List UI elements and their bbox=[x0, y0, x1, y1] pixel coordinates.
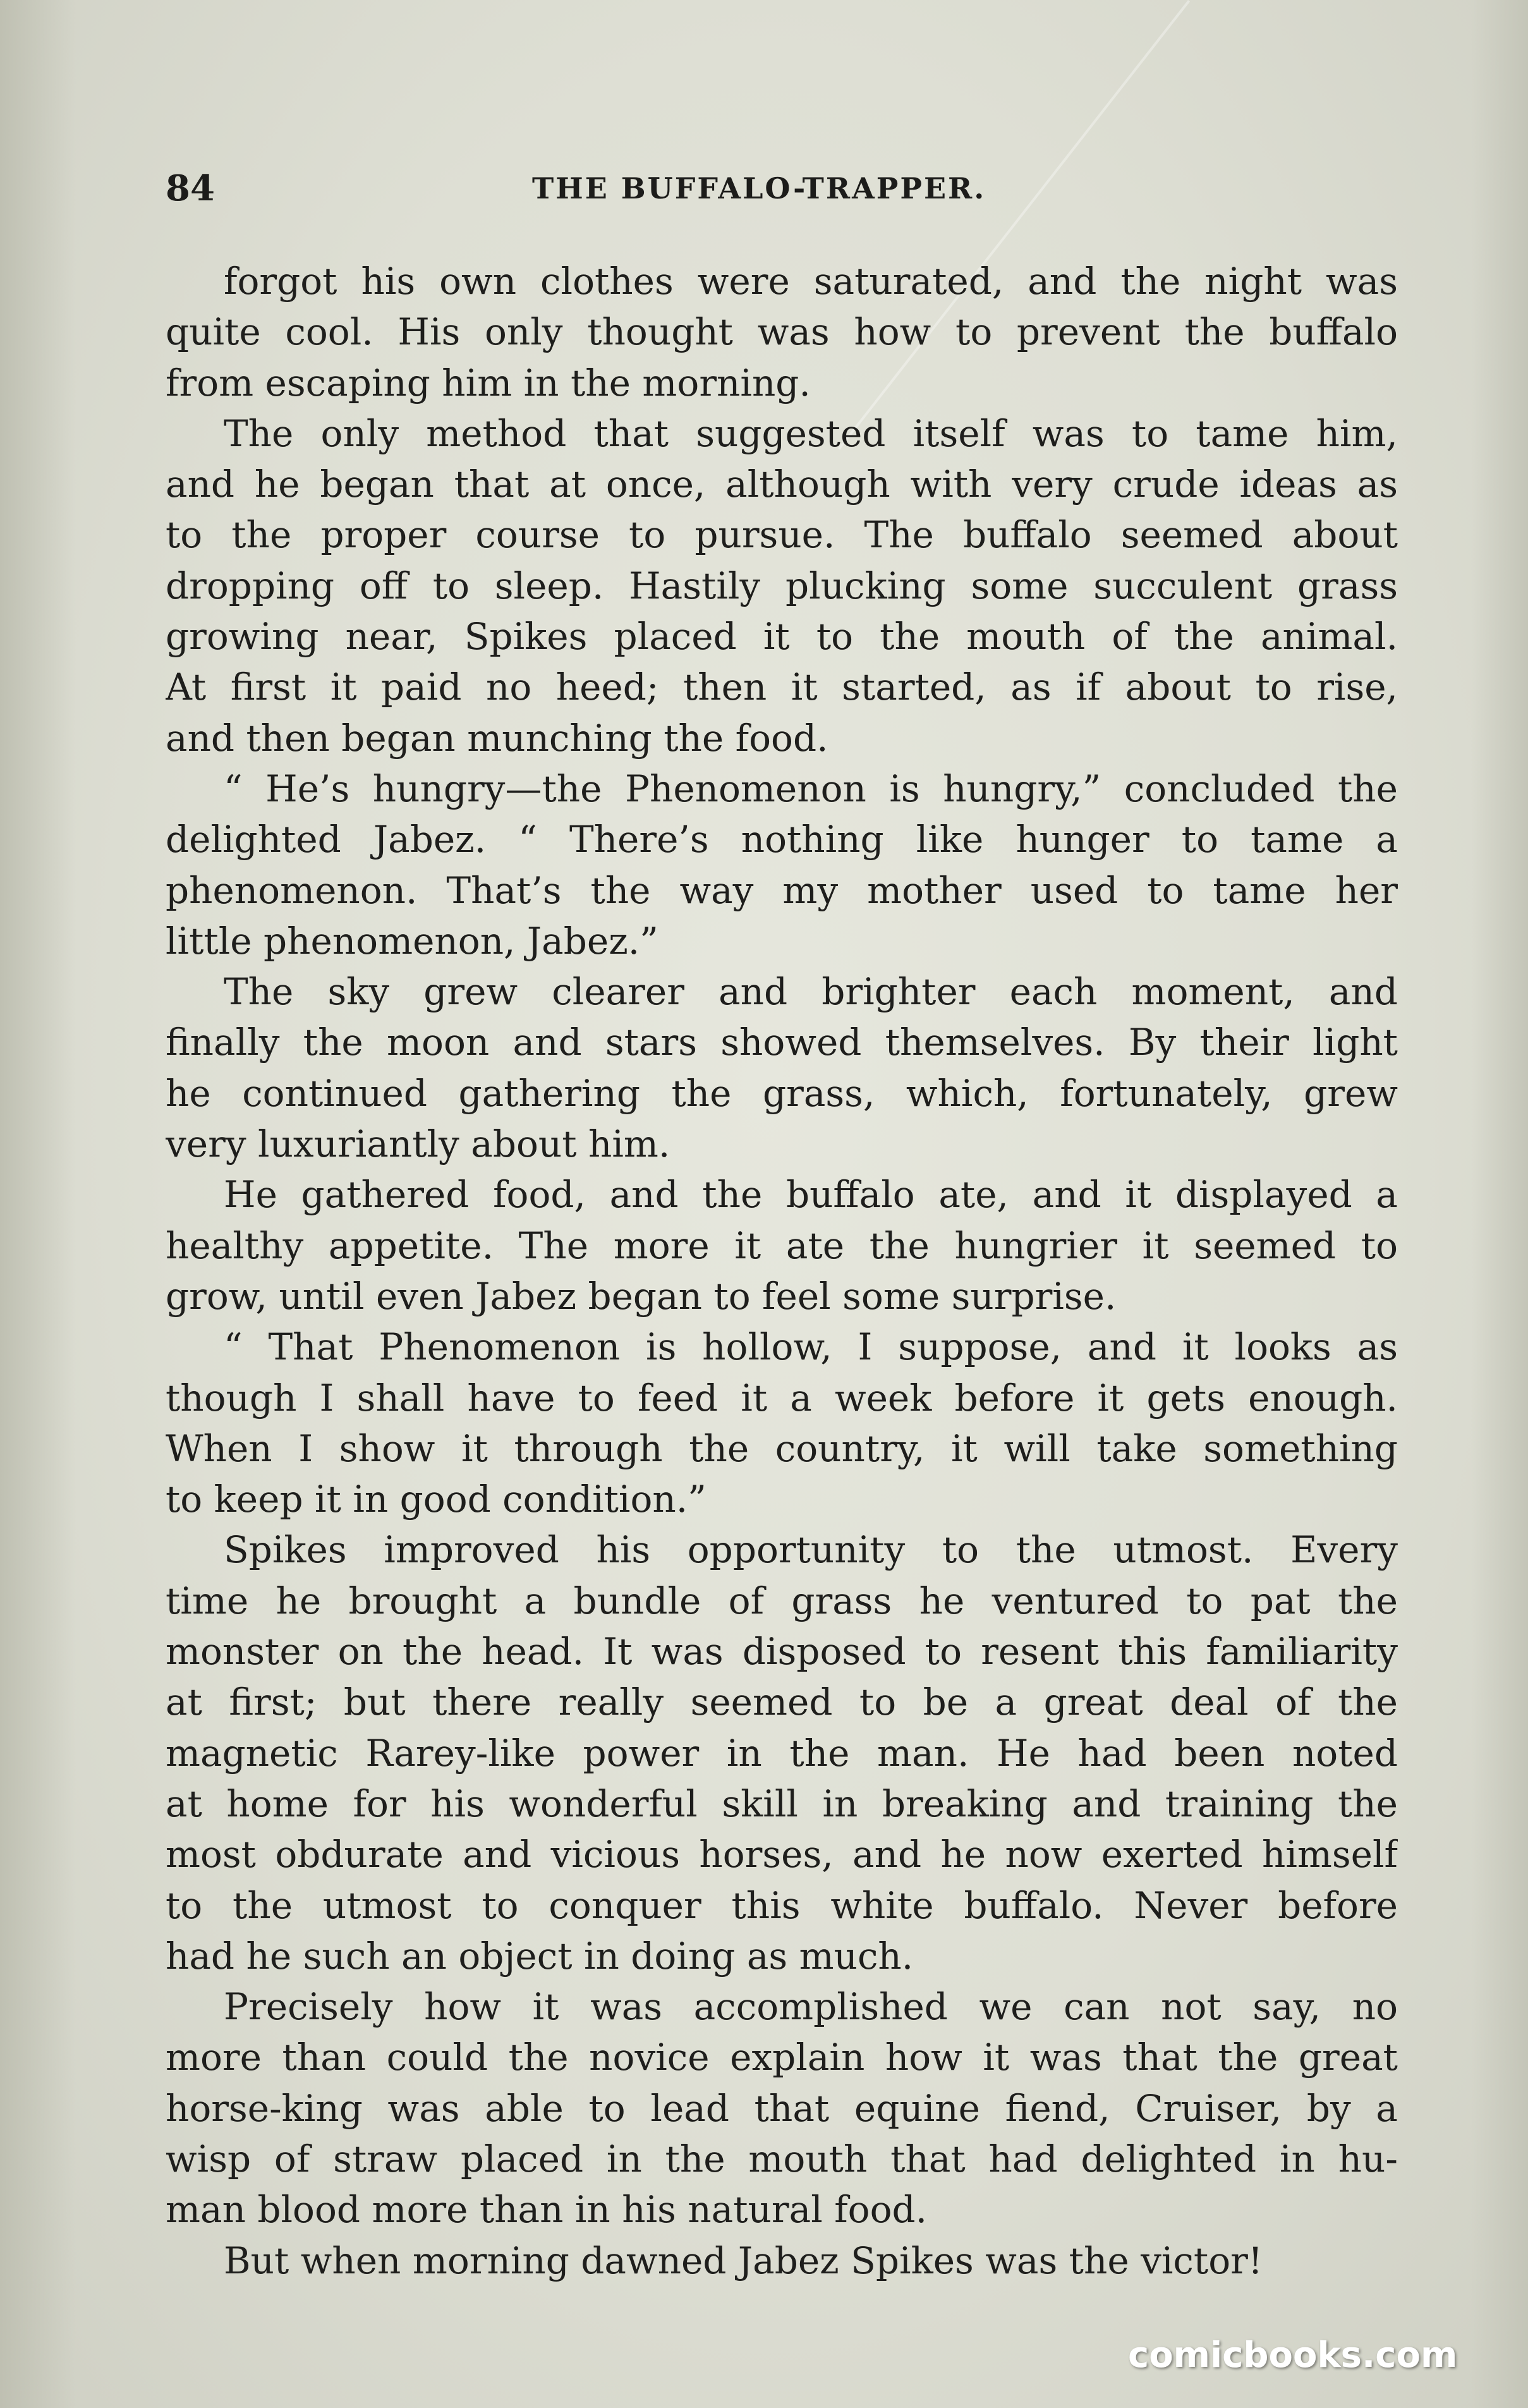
text-line: quite cool. His only thought was how to prevent the buffalo bbox=[166, 310, 1398, 354]
paragraph bbox=[166, 763, 1398, 966]
text-line: The sky grew clearer and brighter each moment, and bbox=[224, 970, 1398, 1014]
text-line: most obdurate and vicious horses, and he now exerted himself bbox=[166, 1833, 1398, 1876]
page-left-shadow bbox=[0, 0, 76, 2408]
body-text bbox=[166, 256, 1398, 2286]
text-line: wisp of straw placed in the mouth that had delighted in hu- bbox=[166, 2137, 1398, 2180]
text-line: from escaping him in the morning. bbox=[166, 361, 811, 404]
text-line: grow, until even Jabez began to feel some surprise. bbox=[166, 1274, 1117, 1318]
text-line: phenomenon. That’s the way my mother used to tame her bbox=[166, 868, 1398, 912]
text-line: magnetic Rarey-like power in the man. He had been noted bbox=[166, 1731, 1398, 1775]
text-line: dropping off to sleep. Hastily plucking some succulent grass bbox=[166, 564, 1398, 607]
text-line: though I shall have to feed it a week before it gets enough. bbox=[166, 1376, 1398, 1420]
text-line: man blood more than in his natural food. bbox=[166, 2188, 928, 2232]
paragraph bbox=[166, 408, 1398, 763]
text-line: finally the moon and stars showed themselves. By their light bbox=[166, 1021, 1398, 1064]
watermark-logo: comicbooks.com bbox=[1128, 2335, 1458, 2376]
text-line: He gathered food, and the buffalo ate, and it displayed a bbox=[224, 1173, 1398, 1217]
text-line: to the utmost to conquer this white buffalo. Never before bbox=[166, 1883, 1398, 1927]
paragraph bbox=[166, 1169, 1398, 1322]
text-line: monster on the head. It was disposed to resent this familiarity bbox=[166, 1630, 1398, 1674]
text-line: But when morning dawned Jabez Spikes was the victor! bbox=[224, 2239, 1263, 2282]
text-line: at home for his wonderful skill in breaking and training the bbox=[166, 1782, 1398, 1825]
paragraph bbox=[166, 1322, 1398, 1524]
text-line: growing near, Spikes placed it to the mouth of the animal. bbox=[166, 615, 1398, 659]
text-line: “ That Phenomenon is hollow, I suppose, and it looks as bbox=[224, 1325, 1398, 1369]
text-line: forgot his own clothes were saturated, and the night was bbox=[224, 260, 1398, 303]
text-line: Spikes improved his opportunity to the utmost. Every bbox=[224, 1528, 1398, 1572]
text-line: and then began munching the food. bbox=[166, 716, 828, 760]
text-line: The only method that suggested itself was to tame him, bbox=[224, 411, 1398, 455]
paragraph bbox=[166, 2235, 1398, 2286]
text-line: to keep it in good condition.” bbox=[166, 1478, 706, 1521]
text-line: had he such an object in doing as much. bbox=[166, 1934, 914, 1978]
text-line: At first it paid no heed; then it started, as if about to rise, bbox=[166, 666, 1398, 709]
paragraph bbox=[166, 1524, 1398, 1981]
running-title: THE BUFFALO-TRAPPER. bbox=[532, 171, 986, 205]
text-line: to the proper course to pursue. The buffalo seemed about bbox=[166, 513, 1398, 557]
paragraph bbox=[166, 966, 1398, 1169]
paragraph bbox=[166, 1981, 1398, 2235]
text-line: little phenomenon, Jabez.” bbox=[166, 919, 658, 963]
page-header bbox=[166, 163, 1398, 214]
text-line: “ He’s hungry—the Phenomenon is hungry,” concluded the bbox=[224, 767, 1398, 810]
page-right-shadow bbox=[1471, 0, 1528, 2408]
text-line: and he began that at once, although with very crude ideas as bbox=[166, 463, 1398, 506]
text-line: very luxuriantly about him. bbox=[166, 1122, 670, 1166]
text-line: healthy appetite. The more it ate the hungrier it seemed to bbox=[166, 1224, 1398, 1267]
text-line: time he brought a bundle of grass he ventured to pat the bbox=[166, 1579, 1398, 1622]
text-line: Precisely how it was accomplished we can not say, no bbox=[224, 1985, 1398, 2029]
text-line: more than could the novice explain how it was that the great bbox=[166, 2036, 1398, 2079]
paragraph bbox=[166, 256, 1398, 408]
page-number: 84 bbox=[166, 167, 215, 209]
text-line: he continued gathering the grass, which, fortunately, grew bbox=[166, 1071, 1398, 1115]
text-line: delighted Jabez. “ There’s nothing like hunger to tame a bbox=[166, 818, 1398, 861]
text-line: horse-king was able to lead that equine fiend, Cruiser, by a bbox=[166, 2086, 1398, 2130]
text-line: When I show it through the country, it will take something bbox=[166, 1426, 1398, 1470]
text-line: at first; but there really seemed to be a great deal of the bbox=[166, 1681, 1398, 1724]
